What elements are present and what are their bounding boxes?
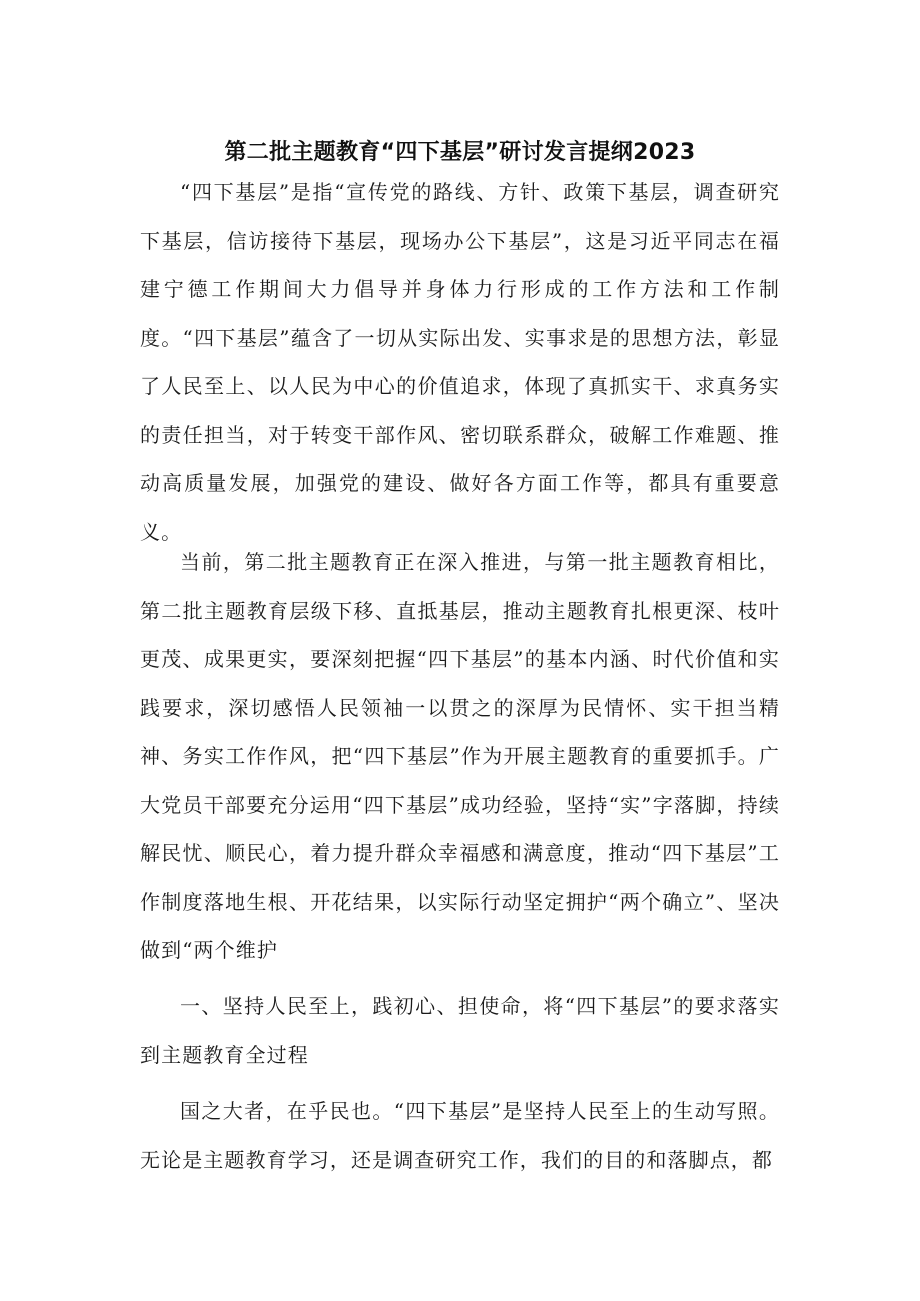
section-heading-one: 一、坚持人民至上，践初心、担使命，将“四下基层”的要求落实到主题教育全过程 [140,994,780,1067]
paragraph-people: 国之大者，在乎民也。“四下基层”是坚持人民至上的生动写照。无论是主题教育学习，还是调查研究工作，我们的目的和落脚点，都 [140,1099,780,1172]
paragraph-current: 当前，第二批主题教育正在深入推进，与第一批主题教育相比，第二批主题教育层级下移、直抵基层，推动主题教育扎根更深、枝叶更茂、成果更实，要深刻把握“四下基层”的基本内涵、时代价值和实践要求，深切感悟人民领袖一以贯之的深厚为民情怀、实干担当精神、务实工作作风，把“四下基层”作为开展主题教育的重要抓手。广大党员干部要充分运用“四下基层”成功经验，坚持“实”字落脚，持续解民忧、顺民心，着力提升群众幸福感和满意度，推动“四下基层”工作制度落地生根、开花结果，以实际行动坚定拥护“两个确立”、坚决做到“两个维护 [140,550,780,962]
document-title: 第二批主题教育“四下基层”研讨发言提纲2023 [224,140,696,165]
paragraph-intro: “四下基层”是指“宣传党的路线、方针、政策下基层，调查研究下基层，信访接待下基层，现场办公下基层”，这是习近平同志在福建宁德工作期间大力倡导并身体力行形成的工作方法和工作制度。“四下基层”蕴含了一切从实际出发、实事求是的思想方法，彰显了人民至上、以人民为中心的价值追求，体现了真抓实干、求真务实的责任担当，对于转变干部作风、密切联系群众，破解工作难题、推动高质量发展，加强党的建设、做好各方面工作等，都具有重要意义。 [140,180,780,544]
